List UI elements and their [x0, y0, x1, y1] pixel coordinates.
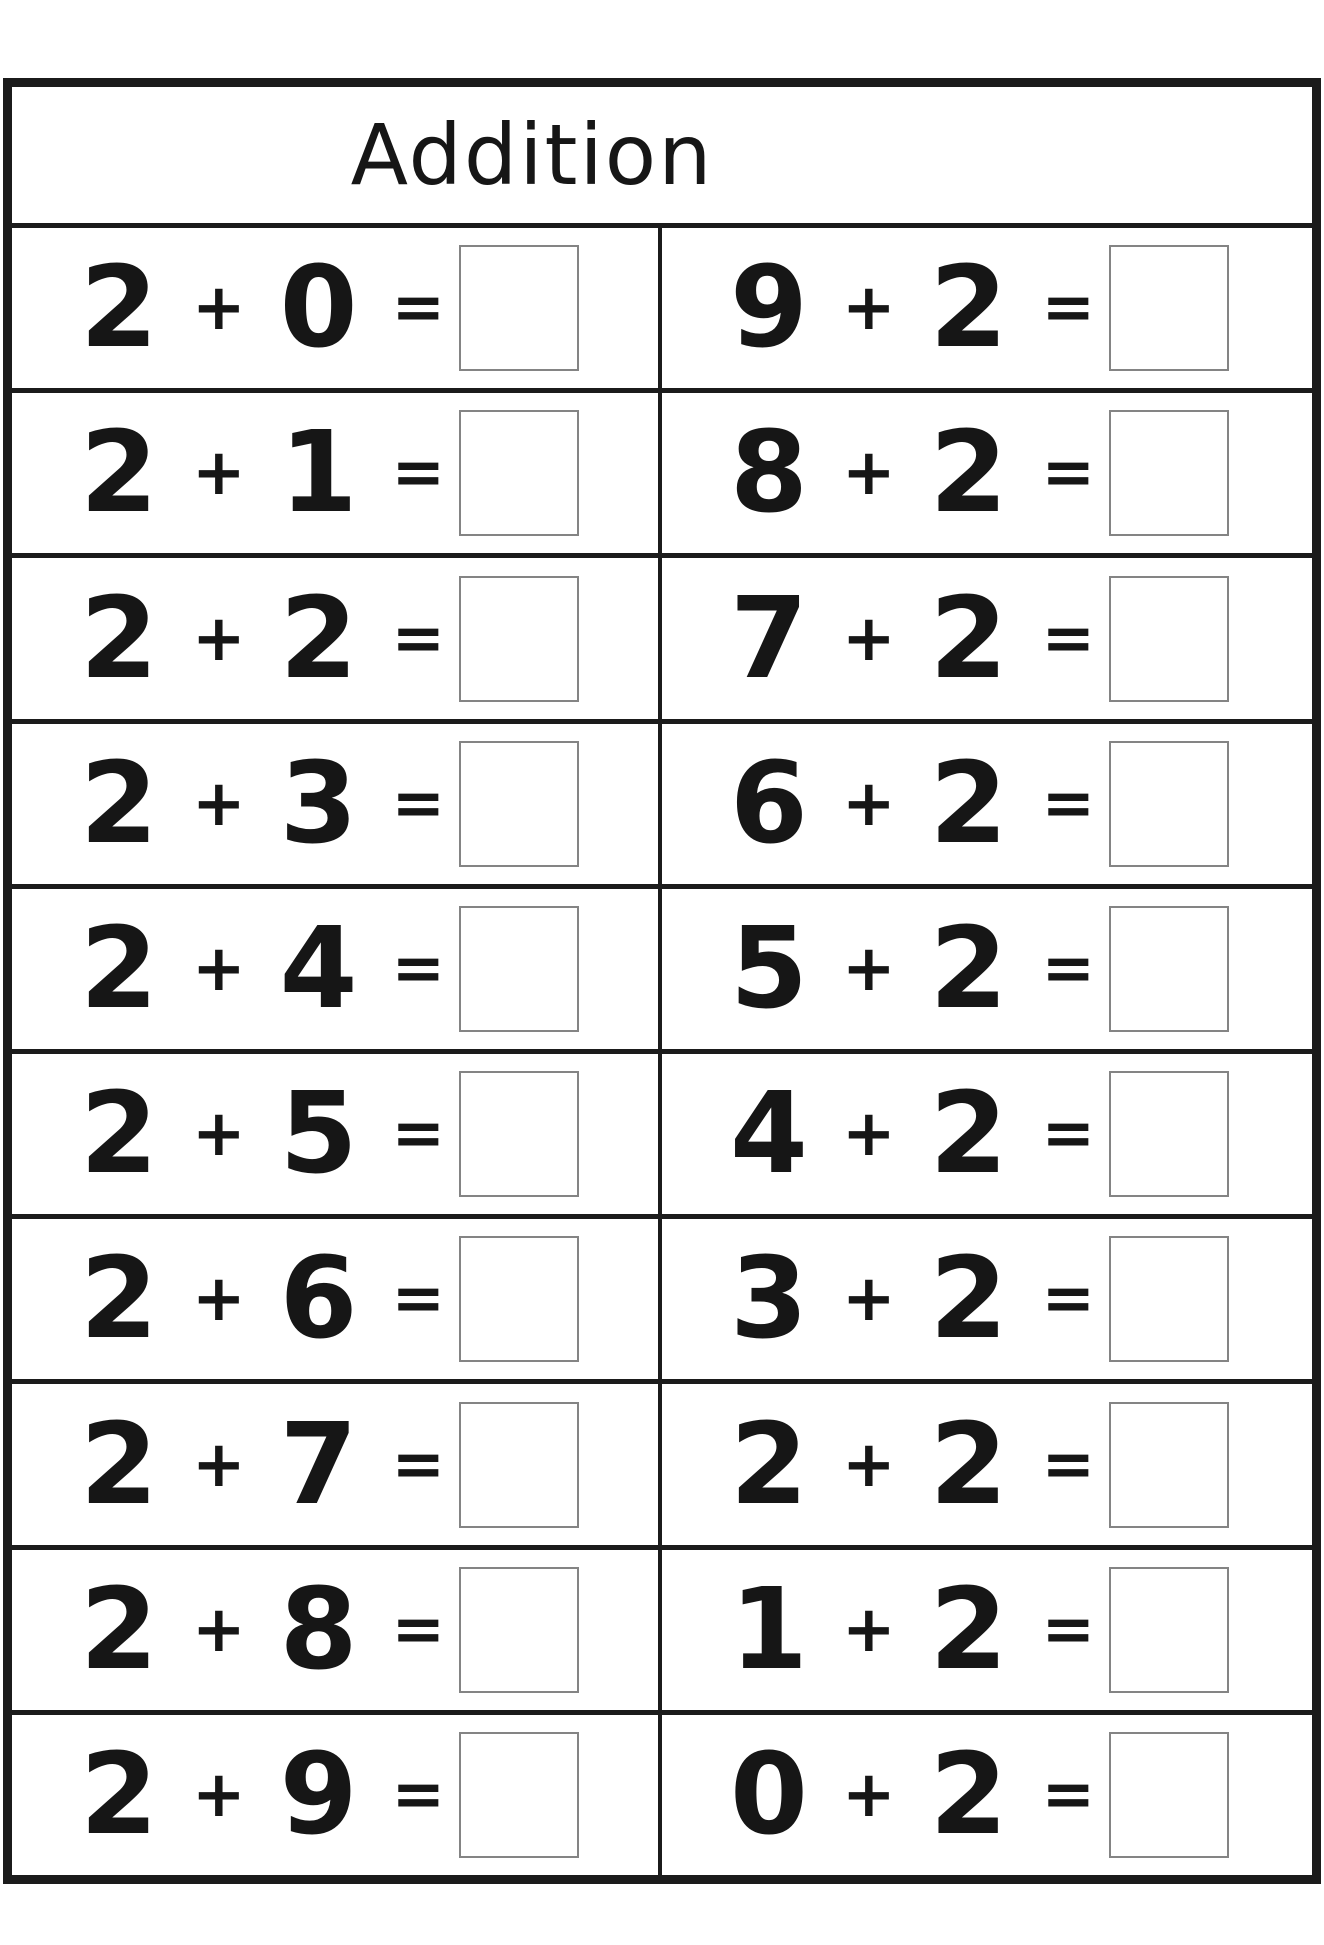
addend-second: 9 — [279, 1729, 358, 1860]
plus-sign: + — [191, 601, 246, 676]
equals-sign: = — [1041, 271, 1094, 346]
equation — [80, 408, 579, 539]
equation — [80, 1234, 579, 1365]
answer-box — [459, 1402, 579, 1528]
addend-first: 2 — [80, 1729, 158, 1860]
equals-sign: = — [1041, 436, 1094, 511]
addend-second: 8 — [279, 1564, 358, 1695]
answer-box — [1109, 906, 1229, 1032]
problem-row — [12, 228, 1312, 393]
equation — [80, 903, 579, 1034]
answer-box — [1109, 741, 1229, 867]
equals-sign: = — [1041, 1427, 1094, 1502]
plus-sign: + — [191, 931, 246, 1006]
problem-cell-left — [12, 1219, 662, 1379]
problem-cell-right — [662, 1550, 1312, 1710]
answer-box — [1109, 245, 1229, 371]
addend-second: 2 — [929, 243, 1008, 374]
problem-cell-left — [12, 1384, 662, 1544]
equals-sign: = — [1041, 766, 1094, 841]
equation — [730, 1069, 1229, 1200]
addend-second: 2 — [929, 738, 1008, 869]
problem-cell-right — [662, 1219, 1312, 1379]
equals-sign: = — [391, 766, 444, 841]
plus-sign: + — [841, 271, 896, 346]
addend-second: 0 — [279, 243, 358, 374]
addend-first: 2 — [80, 1564, 158, 1695]
plus-sign: + — [841, 1097, 896, 1172]
answer-box — [459, 1567, 579, 1693]
equation — [80, 1069, 579, 1200]
addend-second: 2 — [929, 1564, 1008, 1695]
problem-cell-left — [12, 724, 662, 884]
answer-box — [459, 410, 579, 536]
equation — [730, 1234, 1229, 1365]
worksheet — [3, 78, 1321, 1884]
equation — [80, 573, 579, 704]
problem-cell-left — [12, 889, 662, 1049]
answer-box — [1109, 1402, 1229, 1528]
addend-first: 6 — [730, 738, 808, 869]
answer-box — [1109, 576, 1229, 702]
plus-sign: + — [191, 766, 246, 841]
equals-sign: = — [391, 1427, 444, 1502]
plus-sign: + — [191, 1097, 246, 1172]
problem-row — [12, 1384, 1312, 1549]
equals-sign: = — [391, 271, 444, 346]
problem-grid — [12, 228, 1312, 1875]
equals-sign: = — [1041, 1592, 1094, 1667]
equals-sign: = — [1041, 1757, 1094, 1832]
problem-cell-right — [662, 724, 1312, 884]
addend-first: 5 — [730, 903, 808, 1034]
problem-cell-right — [662, 393, 1312, 553]
answer-box — [459, 741, 579, 867]
plus-sign: + — [191, 436, 246, 511]
equals-sign: = — [391, 1097, 444, 1172]
answer-box — [459, 1732, 579, 1858]
problem-row — [12, 889, 1312, 1054]
plus-sign: + — [841, 1592, 896, 1667]
answer-box — [1109, 1236, 1229, 1362]
equation — [80, 738, 579, 869]
addend-second: 2 — [929, 1069, 1008, 1200]
equals-sign: = — [391, 601, 444, 676]
problem-cell-left — [12, 228, 662, 388]
equals-sign: = — [1041, 601, 1094, 676]
plus-sign: + — [841, 766, 896, 841]
addend-first: 2 — [730, 1399, 808, 1530]
addend-first: 7 — [730, 573, 808, 704]
plus-sign: + — [191, 1427, 246, 1502]
problem-cell-right — [662, 1384, 1312, 1544]
equation — [730, 903, 1229, 1034]
addend-second: 2 — [929, 408, 1008, 539]
equals-sign: = — [1041, 1097, 1094, 1172]
addend-second: 2 — [279, 573, 358, 704]
addend-first: 0 — [730, 1729, 808, 1860]
page-title: Addition — [350, 106, 714, 204]
addend-first: 2 — [80, 573, 158, 704]
problem-cell-right — [662, 1715, 1312, 1875]
addend-first: 3 — [730, 1234, 808, 1365]
equation — [730, 1399, 1229, 1530]
title-row — [12, 87, 1312, 228]
equation — [730, 573, 1229, 704]
problem-cell-right — [662, 889, 1312, 1049]
problem-cell-right — [662, 558, 1312, 718]
plus-sign: + — [191, 271, 246, 346]
plus-sign: + — [841, 436, 896, 511]
addend-first: 1 — [730, 1564, 808, 1695]
answer-box — [1109, 1071, 1229, 1197]
plus-sign: + — [841, 601, 896, 676]
addend-second: 2 — [929, 903, 1008, 1034]
addend-first: 2 — [80, 243, 158, 374]
equation — [730, 1564, 1229, 1695]
problem-row — [12, 1219, 1312, 1384]
addend-second: 7 — [279, 1399, 358, 1530]
problem-cell-left — [12, 393, 662, 553]
problem-row — [12, 1054, 1312, 1219]
addend-first: 8 — [730, 408, 808, 539]
plus-sign: + — [841, 1757, 896, 1832]
equals-sign: = — [391, 436, 444, 511]
addend-first: 2 — [80, 1234, 158, 1365]
answer-box — [1109, 1732, 1229, 1858]
addend-second: 2 — [929, 1234, 1008, 1365]
equals-sign: = — [1041, 1262, 1094, 1337]
addend-second: 2 — [929, 573, 1008, 704]
answer-box — [459, 906, 579, 1032]
plus-sign: + — [841, 1262, 896, 1337]
problem-cell-left — [12, 1054, 662, 1214]
equation — [80, 1564, 579, 1695]
answer-box — [1109, 410, 1229, 536]
problem-cell-left — [12, 558, 662, 718]
problem-row — [12, 1715, 1312, 1875]
addend-second: 2 — [929, 1729, 1008, 1860]
answer-box — [1109, 1567, 1229, 1693]
problem-row — [12, 558, 1312, 723]
addend-first: 2 — [80, 738, 158, 869]
problem-cell-left — [12, 1550, 662, 1710]
equation — [730, 408, 1229, 539]
plus-sign: + — [841, 1427, 896, 1502]
addend-second: 5 — [279, 1069, 358, 1200]
equation — [730, 1729, 1229, 1860]
equation — [80, 1729, 579, 1860]
problem-cell-right — [662, 228, 1312, 388]
equation — [80, 1399, 579, 1530]
plus-sign: + — [191, 1757, 246, 1832]
problem-cell-left — [12, 1715, 662, 1875]
addend-second: 2 — [929, 1399, 1008, 1530]
equals-sign: = — [391, 1592, 444, 1667]
addend-second: 1 — [279, 408, 358, 539]
equals-sign: = — [391, 1262, 444, 1337]
plus-sign: + — [191, 1262, 246, 1337]
answer-box — [459, 245, 579, 371]
problem-row — [12, 1550, 1312, 1715]
plus-sign: + — [191, 1592, 246, 1667]
problem-row — [12, 724, 1312, 889]
addend-first: 2 — [80, 903, 158, 1034]
addend-first: 2 — [80, 1399, 158, 1530]
equals-sign: = — [391, 1757, 444, 1832]
addend-first: 2 — [80, 408, 158, 539]
equals-sign: = — [1041, 931, 1094, 1006]
answer-box — [459, 1236, 579, 1362]
addend-second: 4 — [279, 903, 358, 1034]
equation — [730, 243, 1229, 374]
problem-row — [12, 393, 1312, 558]
equation — [80, 243, 579, 374]
addend-second: 6 — [279, 1234, 358, 1365]
answer-box — [459, 1071, 579, 1197]
addend-first: 9 — [730, 243, 808, 374]
equation — [730, 738, 1229, 869]
addend-first: 4 — [730, 1069, 808, 1200]
addend-first: 2 — [80, 1069, 158, 1200]
plus-sign: + — [841, 931, 896, 1006]
answer-box — [459, 576, 579, 702]
problem-cell-right — [662, 1054, 1312, 1214]
addend-second: 3 — [279, 738, 358, 869]
equals-sign: = — [391, 931, 444, 1006]
